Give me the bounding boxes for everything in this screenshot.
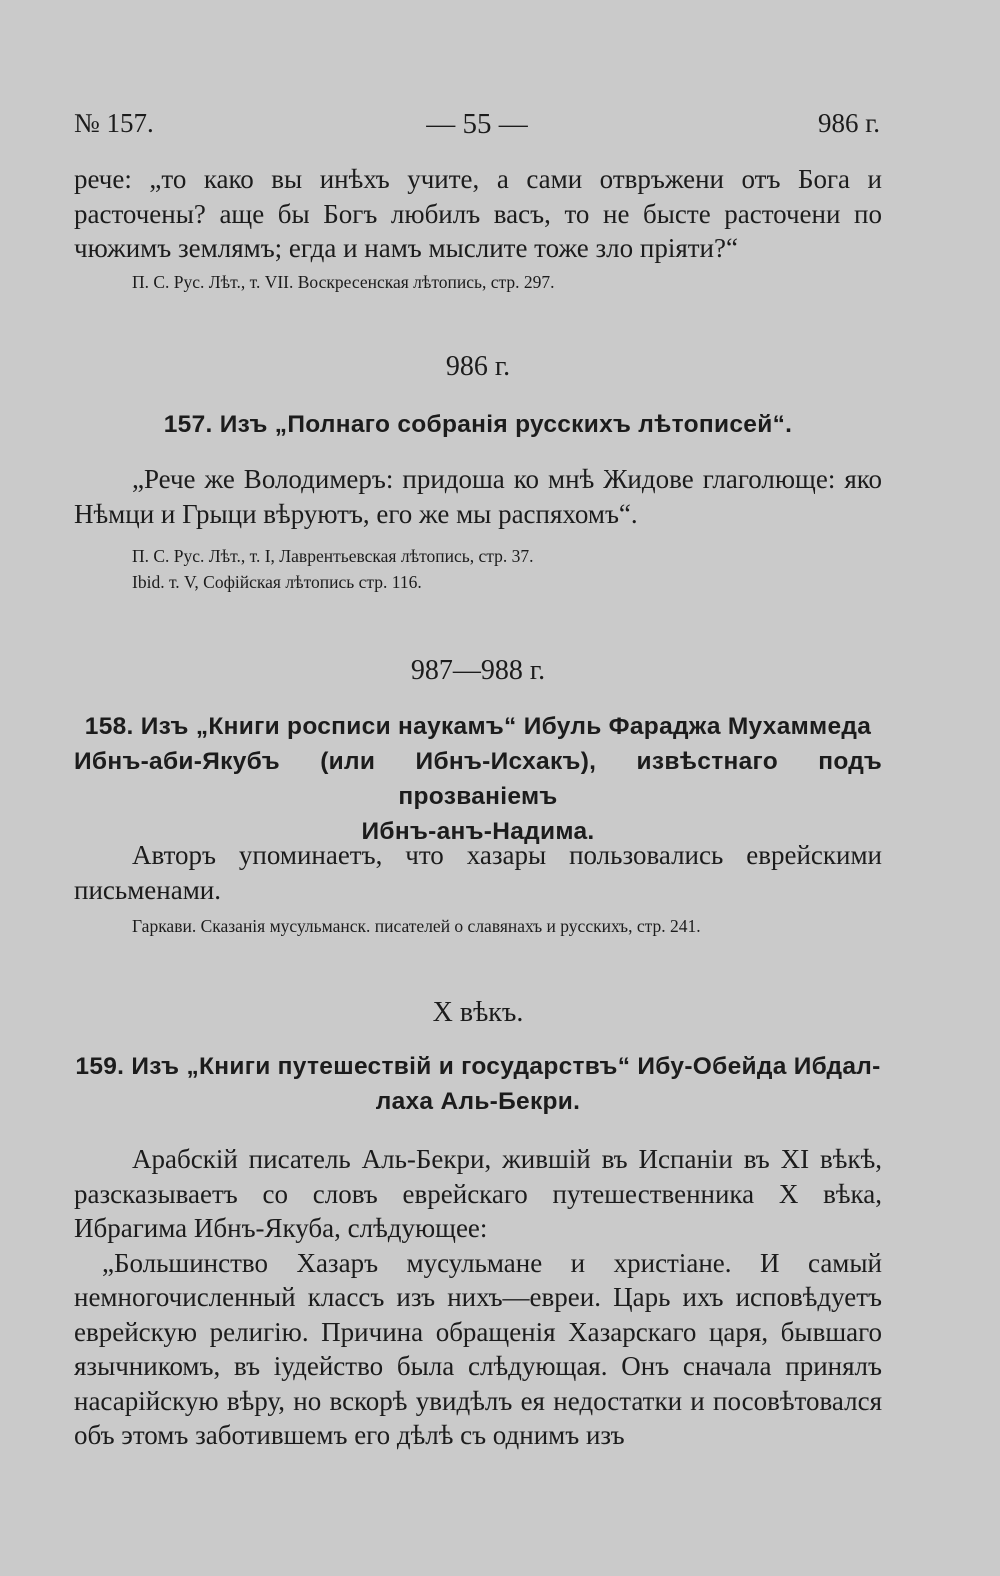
section-158-body [74,838,882,939]
section-157-body [74,462,882,595]
section-158-year: 987—988 г. [410,655,546,686]
page-header [74,108,880,142]
section-159-heading [74,1049,882,1119]
section-158-heading-line-3: Ибнъ-анъ-Надима. [361,818,595,845]
section-157-year: 986 г. [445,351,511,382]
page-number: — 55 — [426,108,528,140]
section-158-heading [74,709,882,849]
section-159-heading-line-1: 159. Изъ „Книги путешествій и государствъ“ Ибу-Обейда Ибдал- [75,1053,881,1080]
section-158-heading-line-1: 158. Изъ „Книги росписи наукамъ“ Ибуль Фараджа Мухаммеда [84,713,872,740]
section-159-paragraph-2: „Большинство Хазаръ мусульмане и христіане. И самый немногочисленный классъ изъ нихъ—евреи. Царь ихъ исповѣдуетъ еврейскую религію. Причина обращенія Хазарскаго царя, бывшаго язычникомъ, въ іудейство была слѣдующая. Онъ сначала принялъ насарійскую вѣру, но вскорѣ увидѣлъ ея недостатки и посовѣтовался объ этомъ заботившемъ его дѣлѣ съ однимъ изъ [74,1247,882,1450]
section-159-body [74,1142,882,1453]
section-158-text: Авторъ упоминаетъ, что хазары пользовались еврейскими письменами. [74,840,882,905]
section-159-paragraph-1: Арабскій писатель Аль-Бекри, жившій въ Испаніи въ XI вѣкѣ, разсказываетъ со словъ еврейскаго путешественника X вѣка, Ибрагима Ибнъ-Якуба, слѣдующее: [74,1144,882,1243]
section-157-heading-wrap [74,407,882,442]
intro-text: рече: „то како вы инѣхъ учите, а сами отвръжени отъ Бога и расточены? аще бы Богъ любилъ васъ, то не бысте расточени по чюжимъ землямъ; егда и намъ мыслите тоже зло пріяти?“ [74,164,882,263]
section-157-heading: 157. Изъ „Полнаго собранія русскихъ лѣтописей“. [163,411,793,438]
section-157-source-1: П. С. Рус. Лѣт., т. I, Лаврентьевская лѣтопись, стр. 37. [132,546,534,566]
section-157-source-2: Ibid. т. V, Софійская лѣтопись стр. 116. [132,572,422,592]
section-158-source: Гаркави. Сказанія мусульманск. писателей о славянахъ и русскихъ, стр. 241. [132,916,701,936]
intro-block [74,162,882,295]
entry-number: № 157. [74,108,154,138]
section-159-heading-line-2: лаха Аль-Бекри. [375,1088,581,1115]
header-year: 986 г. [817,108,880,138]
intro-source: П. С. Рус. Лѣт., т. VII. Воскресенская лѣтопись, стр. 297. [132,271,555,292]
section-157-text: „Рече же Володимеръ: придоша ко мнѣ Жидове глаголюще: яко Нѣмци и Грыци вѣруютъ, его же мы распяхомъ“. [74,464,882,529]
section-158-heading-line-2: Ибнъ-аби-Якубъ (или Ибнъ-Исхакъ), извѣстнаго подъ прозваніемъ [74,748,882,810]
section-159-year: X вѣкъ. [432,997,524,1028]
